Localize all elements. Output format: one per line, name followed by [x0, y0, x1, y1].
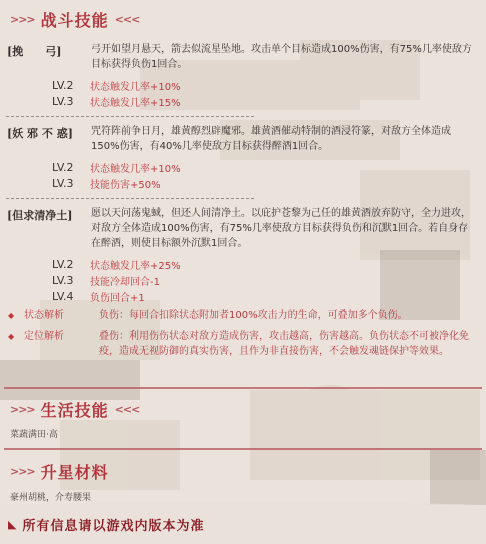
skill-level-row	[52, 176, 161, 190]
level-effect: 状态触发几率+10%	[90, 163, 181, 175]
skill-description: 咒符阵前争日月，雄黄醇烈辟魔邪。雄黄酒催动特制的酒浸符篆，对敌方全体造成150%伤害，有40%几率使敌方目标获得醉酒1回合。	[91, 126, 451, 152]
combat-skills-header	[10, 8, 139, 30]
level-effect: 技能伤害+50%	[90, 179, 161, 191]
analysis-label: 状态解析	[24, 310, 64, 321]
star-materials-value: 豪州胡桃，介寿腰果	[10, 493, 92, 503]
skill-name: [但求清净土]	[7, 209, 73, 222]
skill-description: 愿以天问荡鬼蜮，但还人间清净土。以庇护苍黎为己任的雄黄酒放弃防守，全力进攻，对敌方全体造成100%伤害，有75%几率使敌方目标获得负伤和沉默1回合。若自身存在醉酒，则使目标额外沉默1回合。	[91, 208, 471, 249]
skill-level-row	[52, 289, 145, 303]
level-label: LV.4	[52, 289, 74, 303]
skill-description: 弓开如望月悬天，箭去似流星坠地。攻击单个目标造成100%伤害，有75%几率使敌方目标获得负伤1回合。	[91, 44, 472, 70]
section-title: 战斗技能	[40, 10, 109, 30]
skill-level-row	[52, 273, 160, 287]
skill-level-row	[52, 94, 181, 108]
skill-name: [挽 弓]	[7, 45, 62, 58]
analysis-body: 叠伤：利用伤伤状态对敌方造成伤害，攻击越高，伤害越高。负伤状态不可被净化免疫，造成无视防御的真实伤害，且作为非直接伤害，不会触发魂链保护等效果。	[99, 331, 469, 357]
analysis-body: 负伤：每回合扣除状态附加者100%攻击力的生命，可叠加多个负伤。	[99, 310, 408, 321]
chevron-right-decoration-icon: >>>	[10, 12, 35, 26]
level-effect: 技能冷却回合-1	[90, 276, 160, 288]
level-label: LV.2	[52, 257, 74, 271]
flag-icon: ◣	[8, 517, 17, 531]
level-label: LV.3	[52, 94, 74, 108]
diamond-bullet-icon: ◆	[8, 311, 15, 320]
skill-level-row	[52, 257, 181, 271]
level-effect: 状态触发几率+10%	[90, 81, 181, 93]
skill-divider	[6, 198, 254, 199]
section-divider	[4, 448, 482, 450]
section-divider	[4, 387, 482, 389]
skill-name: [妖 邪 不 惑]	[7, 127, 73, 140]
chevron-right-decoration-icon: >>>	[10, 402, 35, 416]
footer-note	[4, 508, 486, 540]
analysis-label: 定位解析	[24, 331, 64, 342]
level-effect: 负伤回合+1	[90, 292, 145, 304]
skill-divider	[6, 116, 254, 117]
level-label: LV.3	[52, 176, 74, 190]
chevron-left-decoration-icon: <<<	[114, 402, 140, 416]
section-title: 生活技能	[40, 400, 109, 420]
section-title: 升星材料	[40, 462, 109, 482]
chevron-right-decoration-icon: >>>	[10, 464, 35, 478]
skill-level-row	[52, 78, 181, 92]
level-label: LV.3	[52, 273, 74, 287]
level-effect: 状态触发几率+25%	[90, 260, 181, 272]
life-skills-header	[10, 398, 139, 420]
star-materials-header	[10, 460, 115, 482]
skill-level-row	[52, 160, 181, 174]
diamond-bullet-icon: ◆	[8, 332, 15, 341]
life-skill-value: 菜蔬满田·高	[10, 430, 58, 440]
level-effect: 状态触发几率+15%	[90, 97, 181, 109]
chevron-left-decoration-icon: <<<	[114, 12, 140, 26]
level-label: LV.2	[52, 160, 74, 174]
footer-text: 所有信息请以游戏内版本为准	[22, 518, 205, 534]
level-label: LV.2	[52, 78, 74, 92]
